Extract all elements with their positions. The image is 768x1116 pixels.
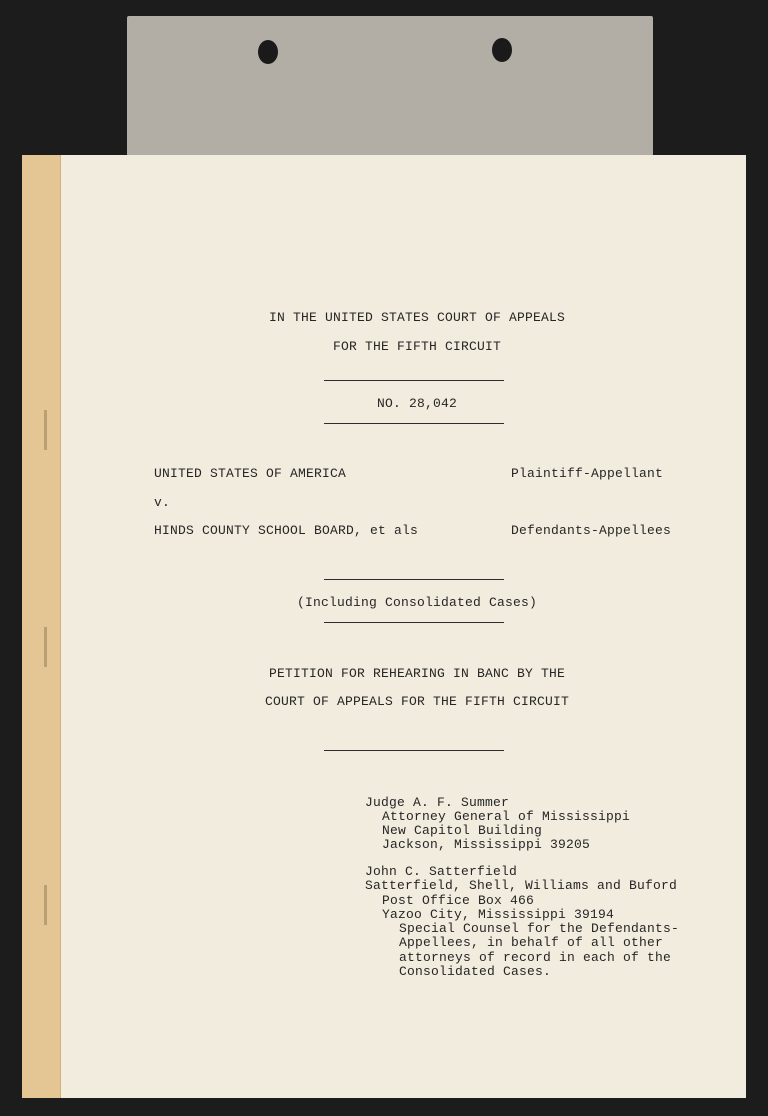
petition-title: PETITION FOR REHEARING IN BANC BY THE (268, 666, 566, 681)
counsel-name: Judge A. F. Summer (365, 795, 510, 810)
divider-rule (324, 750, 504, 751)
consolidated-note: (Including Consolidated Cases) (296, 595, 538, 610)
divider-rule (324, 579, 504, 580)
counsel-address: Jackson, Mississippi 39205 (382, 837, 591, 852)
counsel-title: Attorney General of Mississippi (382, 809, 631, 824)
counsel-firm: Satterfield, Shell, Williams and Buford (365, 878, 678, 893)
defendant-role: Defendants-Appellees (511, 523, 672, 538)
punch-hole (492, 38, 512, 62)
divider-rule (324, 380, 504, 381)
plaintiff-name: UNITED STATES OF AMERICA (154, 466, 347, 481)
staple (44, 627, 47, 667)
circuit-heading: FOR THE FIFTH CIRCUIT (332, 339, 502, 354)
counsel-note: Consolidated Cases. (399, 964, 552, 979)
divider-rule (324, 423, 504, 424)
counsel-address: New Capitol Building (382, 823, 543, 838)
counsel-name: John C. Satterfield (365, 864, 518, 879)
court-heading: IN THE UNITED STATES COURT OF APPEALS (268, 310, 566, 325)
counsel-note: attorneys of record in each of the (399, 950, 672, 965)
counsel-note: Appellees, in behalf of all other (399, 935, 664, 950)
case-number: NO. 28,042 (376, 396, 457, 411)
defendant-name: HINDS COUNTY SCHOOL BOARD, et als (154, 523, 419, 538)
punch-hole (258, 40, 278, 64)
staple (44, 885, 47, 925)
versus-label: v. (154, 495, 171, 510)
counsel-address: Yazoo City, Mississippi 39194 (382, 907, 615, 922)
staple (44, 410, 47, 450)
petition-subtitle: COURT OF APPEALS FOR THE FIFTH CIRCUIT (264, 694, 570, 709)
divider-rule (324, 622, 504, 623)
folder-tab (127, 16, 653, 156)
document-page (22, 155, 746, 1098)
plaintiff-role: Plaintiff-Appellant (511, 466, 664, 481)
binding-spine (22, 155, 61, 1098)
counsel-address: Post Office Box 466 (382, 893, 535, 908)
counsel-note: Special Counsel for the Defendants- (399, 921, 680, 936)
